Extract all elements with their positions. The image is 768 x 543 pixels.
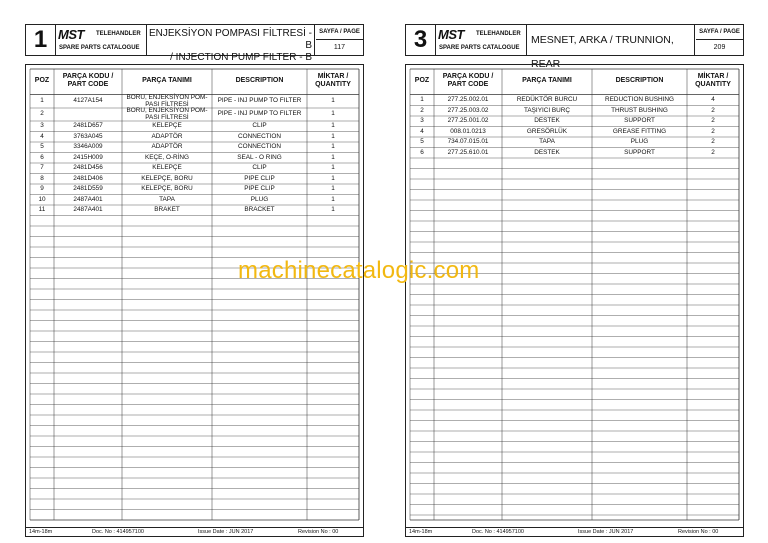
table-row [30, 142, 359, 153]
table-row [410, 127, 739, 138]
cell-name [122, 108, 212, 121]
column-header-part_name: PARÇA TANIMI [522, 77, 572, 84]
table-row [410, 116, 739, 127]
part-name-line: TAPA [539, 138, 555, 145]
column-header-description: DESCRIPTION [615, 77, 664, 84]
footer-revision: Revision No : 00 [298, 529, 339, 535]
column-header-line: PARÇA KODU / [62, 73, 114, 80]
cell-poz: 4 [40, 132, 44, 140]
section-number: 1 [26, 25, 56, 55]
cell-desc: PIPE - INJ PUMP TO FILTER [217, 110, 302, 118]
cell-code: 2415H009 [73, 153, 103, 161]
cell-qty: 2 [711, 117, 715, 124]
cell-name [122, 174, 212, 185]
cell-qty: 1 [331, 195, 335, 203]
table-row [30, 163, 359, 174]
cell-code: 277.25.003.02 [447, 106, 489, 114]
cell-name [122, 142, 212, 153]
cell-name [122, 205, 212, 216]
column-header-quantity [307, 69, 359, 93]
cell-name [122, 153, 212, 164]
cell-poz: 5 [40, 143, 44, 150]
table-row [410, 95, 739, 106]
cell-desc: SUPPORT [624, 117, 655, 124]
cell-desc: SUPPORT [624, 148, 655, 156]
page-number-box [316, 25, 363, 55]
table-row [30, 153, 359, 164]
cell-qty: 2 [711, 127, 715, 135]
cell-poz: 11 [38, 206, 46, 213]
parts-table [405, 64, 744, 528]
page-number: 209 [713, 44, 726, 51]
cell-code: 734.07.015.01 [447, 138, 489, 145]
part-name-line: BRAKET [154, 206, 180, 213]
brand-box [436, 25, 527, 55]
cell-qty: 2 [711, 148, 715, 156]
footer-model: 14m-18m [409, 529, 433, 535]
cell-name [502, 127, 592, 138]
cell-qty: 1 [331, 164, 335, 171]
cell-desc: THRUST BUSHING [611, 106, 668, 114]
part-name-line: TAŞIYICI BURÇ [523, 106, 571, 114]
page-label: SAYFA / PAGE [316, 25, 363, 40]
column-header-line: PARÇA KODU / [442, 73, 494, 80]
cell-qty: 1 [331, 110, 335, 118]
page-title [527, 25, 695, 70]
catalogue-label: SPARE PARTS CATALOGUE [439, 45, 520, 51]
cell-code: 277.25.001.02 [447, 117, 489, 124]
cell-name [122, 121, 212, 132]
cell-poz: 6 [40, 153, 44, 161]
table-row [30, 174, 359, 185]
footer-issue: Issue Date : JUN 2017 [198, 529, 254, 535]
cell-desc: CLIP [252, 164, 267, 171]
column-header-part_code [54, 69, 122, 93]
cell-qty: 1 [331, 143, 335, 150]
cell-code: 3763A045 [73, 132, 103, 140]
cell-poz: 10 [38, 195, 46, 203]
part-name-line: KELEPÇE, BORU [141, 174, 193, 182]
column-header-line: QUANTITY [315, 81, 351, 88]
cell-qty: 1 [331, 153, 335, 161]
part-name-line: PASI FİLTRESİ [145, 113, 189, 121]
part-name-line: KELEPÇE [152, 164, 182, 171]
column-header-line: MİKTAR / [697, 73, 729, 80]
cell-code: 2487A401 [73, 206, 103, 213]
cell-code: 008.01.0213 [450, 127, 486, 135]
cell-code [54, 108, 122, 121]
part-name-line: GRESÖRLÜK [526, 127, 568, 135]
page-label: SAYFA / PAGE [696, 25, 743, 40]
title-line-1: ENJEKSİYON POMPASI FİLTRESİ - B [149, 28, 312, 51]
page-number-box [696, 25, 743, 55]
table-row [30, 205, 359, 216]
cell-poz: 6 [420, 148, 424, 156]
cell-desc: PLUG [250, 195, 269, 203]
table-row [30, 195, 359, 206]
title-line-1: MESNET, ARKA / TRUNNION, REAR [531, 34, 674, 70]
column-header-poz: POZ [34, 77, 50, 84]
table-rows [30, 95, 359, 216]
cell-poz: 2 [40, 110, 44, 118]
table-row [30, 121, 359, 132]
footer-revision: Revision No : 00 [678, 529, 719, 535]
brand-subtitle: TELEHANDLER [476, 31, 521, 37]
cell-desc: REDUCTION BUSHING [605, 96, 674, 103]
cell-desc: GREASE FITTING [612, 127, 667, 135]
part-name-line: KEÇE, O-RİNG [144, 153, 190, 161]
cell-code: 4127A154 [73, 97, 103, 105]
section-number: 3 [406, 25, 436, 55]
cell-poz: 5 [420, 138, 424, 145]
cell-poz: 7 [40, 164, 44, 171]
cell-code: 2487A401 [73, 195, 103, 203]
cell-poz: 3 [40, 122, 44, 129]
cell-code: 2481D657 [73, 122, 103, 129]
cell-poz: 1 [420, 96, 424, 103]
cell-name [122, 184, 212, 195]
cell-desc: PLUG [630, 138, 649, 145]
footer-doc: Doc. No : 414957100 [92, 529, 144, 535]
footer-issue: Issue Date : JUN 2017 [578, 529, 634, 535]
cell-desc: PIPE CLIP [244, 185, 275, 192]
catalogue-label: SPARE PARTS CATALOGUE [59, 45, 140, 51]
cell-code: 277.25.610.01 [447, 148, 489, 156]
cell-name [122, 132, 212, 143]
table-row [30, 184, 359, 195]
column-header-poz: POZ [414, 77, 430, 84]
cell-qty: 2 [711, 106, 715, 114]
part-name-line: BORU, ENJEKSİYON POM- [126, 94, 208, 101]
part-name-line: ADAPTÖR [151, 143, 183, 150]
cell-name [502, 116, 592, 127]
cell-qty: 1 [331, 206, 335, 213]
cell-qty: 2 [711, 138, 715, 145]
cell-poz: 9 [40, 185, 44, 192]
cell-qty: 1 [331, 174, 335, 182]
table-rows [410, 95, 739, 158]
brand-box [56, 25, 147, 55]
page-footer [405, 527, 744, 537]
cell-code: 277.25.002.01 [447, 96, 489, 103]
page-footer [25, 527, 364, 537]
title-line-2: / INJECTION PUMP FILTER - B [170, 52, 312, 63]
cell-poz: 1 [40, 97, 44, 105]
cell-desc: CLIP [252, 122, 267, 129]
cell-qty: 1 [331, 185, 335, 192]
table-row [30, 108, 359, 121]
cell-name [502, 137, 592, 148]
part-name-line: ADAPTÖR [151, 132, 183, 140]
table-row [30, 132, 359, 143]
cell-code: 2481D456 [73, 164, 103, 171]
column-header-line: MİKTAR / [317, 73, 349, 80]
cell-qty: 1 [331, 97, 335, 105]
cell-desc: SEAL - O RING [237, 153, 282, 161]
cell-code: 3346A009 [73, 143, 103, 150]
part-name-line: BORU, ENJEKSİYON POM- [126, 107, 208, 114]
cell-poz: 8 [40, 174, 44, 182]
part-name-line: PASI FİLTRESİ [145, 100, 189, 108]
footer-doc: Doc. No : 414957100 [472, 529, 524, 535]
page-title [147, 25, 315, 63]
cell-desc: BRACKET [244, 206, 275, 213]
cell-poz: 3 [420, 117, 424, 124]
cell-desc: CONNECTION [238, 132, 281, 140]
column-header-quantity [687, 69, 739, 93]
part-name-line: DESTEK [534, 117, 560, 124]
cell-name [122, 195, 212, 206]
table-row [410, 148, 739, 159]
cell-name [502, 148, 592, 159]
cell-desc: CONNECTION [238, 143, 281, 150]
cell-code: 2481D406 [73, 174, 103, 182]
column-header-part_name: PARÇA TANIMI [142, 77, 192, 84]
part-name-line: DESTEK [534, 148, 560, 156]
cell-name [502, 95, 592, 106]
cell-qty: 4 [711, 96, 715, 103]
column-header-line: PART CODE [447, 81, 489, 88]
page-number: 117 [333, 44, 346, 51]
part-name-line: REDÜKTÖR BURCU [516, 96, 578, 103]
column-header-part_code [434, 69, 502, 93]
column-header-line: QUANTITY [695, 81, 731, 88]
cell-name [122, 163, 212, 174]
table-row [410, 106, 739, 117]
brand-logo: MST [58, 27, 84, 42]
cell-poz: 4 [420, 127, 424, 135]
cell-name [502, 106, 592, 117]
table-header [30, 69, 359, 93]
cell-desc: PIPE CLIP [244, 174, 275, 182]
cell-poz: 2 [420, 106, 424, 114]
column-header-line: PART CODE [67, 81, 109, 88]
cell-desc: PIPE - INJ PUMP TO FILTER [217, 97, 302, 105]
column-header-description: DESCRIPTION [235, 77, 284, 84]
cell-code: 2481D559 [73, 185, 103, 192]
parts-table [25, 64, 364, 528]
footer-model: 14m-18m [29, 529, 53, 535]
cell-qty: 1 [331, 132, 335, 140]
part-name-line: TAPA [159, 195, 175, 203]
table-header [410, 69, 739, 93]
part-name-line: KELEPÇE, BORU [141, 185, 193, 192]
part-name-line: KELEPÇE [152, 122, 182, 129]
watermark: machinecatalogic.com [238, 257, 480, 284]
page-header [405, 24, 744, 70]
table-row [410, 137, 739, 148]
page-header [25, 24, 364, 63]
brand-subtitle: TELEHANDLER [96, 31, 141, 37]
cell-qty: 1 [331, 122, 335, 129]
brand-logo: MST [438, 27, 464, 42]
